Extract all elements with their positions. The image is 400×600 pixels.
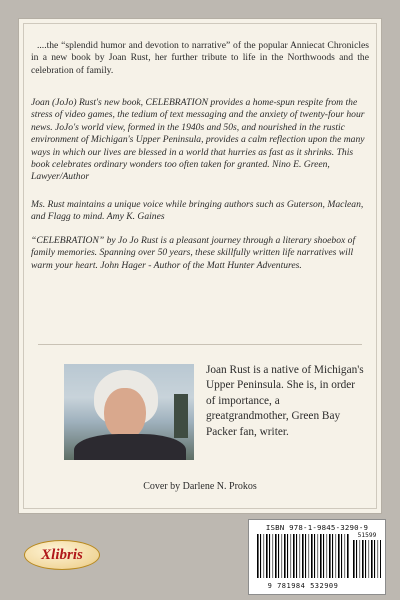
barcode-bar [314,534,315,578]
barcode-bar [369,540,370,578]
barcode-bar [341,534,342,578]
barcode-bar [336,534,337,578]
publisher-logo-text: Xlibris [41,546,83,563]
barcode-main-bars [257,534,349,578]
barcode-bar [380,540,381,578]
review-gaines: Ms. Rust maintains a unique voice while bringing authors such as Guterson, Maclean, and Flagg to mind. Amy K. Gaines [31,199,364,223]
barcode-bar [329,534,331,578]
barcode-bar [302,534,304,578]
barcode-bar [371,540,373,578]
barcode-bar [264,534,265,578]
isbn-text: ISBN 978-1-9845-3290-9 [265,523,369,532]
barcode-bar [338,534,340,578]
barcode-bar [291,534,292,578]
author-bio: Joan Rust is a native of Michigan's Upper Peninsula. She is, in order of importance, a greatgrandmother, Green Bay Packer fan, writer. [206,364,364,438]
barcode-addon-bars [353,540,381,578]
photo-face [104,388,146,440]
review-hager: “CELEBRATION” by Jo Jo Rust is a pleasant journey through a literary shoebox of family memories. Spanning over 50 years, these skillfully written life narratives will warm your heart. John Hager - Author of the Matt Hunter Adventures. [31,235,356,271]
barcode-bar [362,540,364,578]
barcode-bar [311,534,313,578]
barcode-bar [275,534,277,578]
divider [38,344,362,345]
barcode-bar [257,534,259,578]
barcode-bar [266,534,268,578]
barcode-bar [287,534,288,578]
barcode-bar [273,534,274,578]
barcode-bar [353,540,355,578]
barcode-bar [282,534,283,578]
barcode-bar [320,534,322,578]
barcode-bar [278,534,279,578]
barcode-bar [293,534,295,578]
barcode-bar [365,540,366,578]
barcode-bar [323,534,324,578]
barcode-bar [332,534,333,578]
isbn-barcode [248,519,386,595]
barcode-bar [360,540,361,578]
intro-blurb: ....the “splendid humor and devotion to narrative” of the popular Anniecat Chronicles in a new book by Joan Rust, her further tribute to life in the Northwoods and the celebration of family. [31,40,369,76]
barcode-bar [327,534,328,578]
barcode-bar [309,534,310,578]
barcode-bar [347,534,349,578]
barcode-bar [284,534,286,578]
cover-credit: Cover by Darlene N. Prokos [143,481,257,492]
review-green: Joan (JoJo) Rust's new book, CELEBRATION provides a home-spun respite from the stress of video games, the tedium of text messaging and the anxiety of twenty-four hour news. JoJo's world view, formed in the 1940s and 50s, and nourished in the rustic environment of Michigan's Upper Peninsula, provides a calm reflection upon the many ways in which our lives are blessed in a world that hurries as fast as it shrinks. This book celebrates ordinary wonders too often taken for granted. Nino E. Green, Lawyer/Author [31,97,365,183]
barcode-bar [318,534,319,578]
barcode-bar [345,534,346,578]
publisher-logo [24,540,100,570]
barcode-bar [356,540,357,578]
barcode-bar [296,534,297,578]
barcode-bar [260,534,261,578]
author-photo [64,364,194,460]
barcode-addon-number: 51599 [357,532,377,539]
barcode-bar [374,540,375,578]
photo-background-post [174,394,188,438]
barcode-bar [300,534,301,578]
barcode-bar [269,534,270,578]
ean-number: 9 781984 532909 [267,582,339,590]
barcode-bar [378,540,379,578]
barcode-bar [305,534,306,578]
photo-shirt [74,434,186,460]
